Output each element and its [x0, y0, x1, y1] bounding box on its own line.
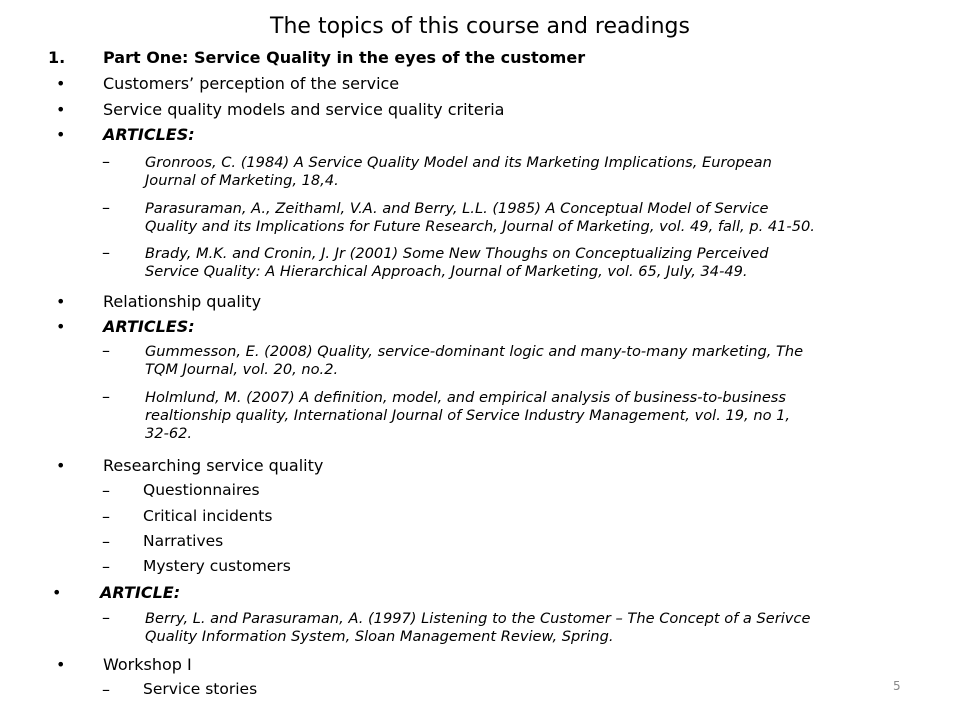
bullet-marker: •: [56, 456, 66, 475]
article-line: Gronroos, C. (1984) A Service Quality Model and its Marketing Implications, European: [145, 154, 772, 171]
dash-marker: –: [102, 152, 110, 171]
article-line: Gummesson, E. (2008) Quality, service-dominant logic and many-to-many marketing, The: [145, 343, 804, 360]
topic-customer-perception: Customers’ perception of the service: [103, 74, 400, 93]
article-line: Berry, L. and Parasuraman, A. (1997) Listening to the Customer – The Concept of a Serivce: [145, 610, 811, 627]
dash-marker: –: [102, 680, 110, 699]
dash-marker: –: [102, 341, 110, 360]
articles-heading: ARTICLES:: [103, 317, 195, 336]
article-line: 32-62.: [145, 425, 193, 442]
topic-quality-models: Service quality models and service quality criteria: [103, 100, 505, 119]
dash-marker: –: [102, 532, 110, 551]
article-line: realtionship quality, International Journal of Service Industry Management, vol. 19, no 1,: [145, 407, 791, 424]
bullet-marker: •: [56, 655, 66, 674]
dash-marker: –: [102, 608, 110, 627]
article-line: Brady, M.K. and Cronin, J. Jr (2001) Some New Thoughs on Conceptualizing Perceived: [145, 245, 769, 262]
dash-marker: –: [102, 557, 110, 576]
topic-researching-quality: Researching service quality: [103, 456, 324, 475]
dash-marker: –: [102, 481, 110, 500]
dash-marker: –: [102, 198, 110, 217]
article-line: Quality and its Implications for Future Research, Journal of Marketing, vol. 49, fall, p. 41-50.: [145, 218, 815, 235]
part-heading: Part One: Service Quality in the eyes of the customer: [103, 48, 586, 67]
article-line: TQM Journal, vol. 20, no.2.: [145, 361, 339, 378]
workshop-item: Service stories: [143, 680, 258, 698]
bullet-marker: •: [56, 100, 66, 119]
bullet-marker: •: [56, 74, 66, 93]
page-number: 5: [893, 679, 901, 693]
method-item: Critical incidents: [143, 507, 273, 525]
article-line: Journal of Marketing, 18,4.: [145, 172, 339, 189]
article-line: Holmlund, M. (2007) A definition, model, and empirical analysis of business-to-business: [145, 389, 786, 406]
bullet-marker: •: [56, 125, 66, 144]
article-line: Service Quality: A Hierarchical Approach, Journal of Marketing, vol. 65, July, 34-49.: [145, 263, 748, 280]
dash-marker: –: [102, 507, 110, 526]
topic-workshop: Workshop I: [103, 655, 192, 674]
method-item: Questionnaires: [143, 481, 260, 499]
bullet-marker: •: [56, 292, 66, 311]
article-line: Quality Information System, Sloan Management Review, Spring.: [145, 628, 614, 645]
method-item: Narratives: [143, 532, 224, 550]
bullet-marker: •: [52, 583, 62, 602]
dash-marker: –: [102, 387, 110, 406]
bullet-marker: •: [56, 317, 66, 336]
part-number: 1.: [48, 48, 66, 67]
page-title: The topics of this course and readings: [270, 14, 690, 39]
articles-heading: ARTICLES:: [103, 125, 195, 144]
method-item: Mystery customers: [143, 557, 291, 575]
article-line: Parasuraman, A., Zeithaml, V.A. and Berry, L.L. (1985) A Conceptual Model of Service: [145, 200, 769, 217]
topic-relationship-quality: Relationship quality: [103, 292, 262, 311]
article-heading: ARTICLE:: [100, 583, 181, 602]
dash-marker: –: [102, 243, 110, 262]
